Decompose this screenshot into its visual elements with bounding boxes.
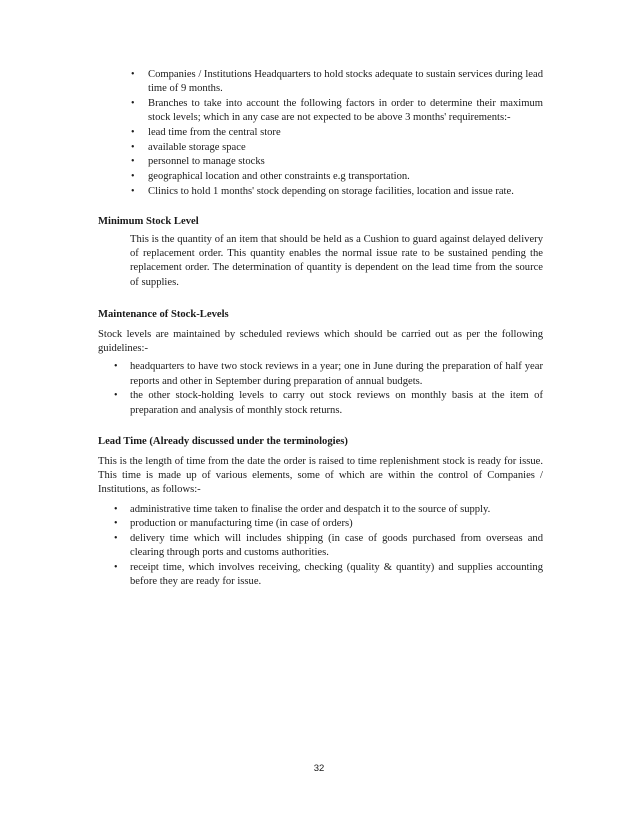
minimum-stock-heading: Minimum Stock Level xyxy=(98,215,199,227)
bullet-icon: • xyxy=(131,141,135,153)
page-number: 32 xyxy=(313,763,325,774)
bullet-icon: • xyxy=(131,97,135,109)
list-item: • receipt time, which involves receiving, checking (quality & quantity) and supplies accounting before they are ready for issue. xyxy=(114,561,543,588)
bullet-icon: • xyxy=(114,532,118,544)
lead-time-heading: Lead Time (Already discussed under the terminologies) xyxy=(98,435,348,447)
list-item: • production or manufacturing time (in case of orders) xyxy=(98,517,543,531)
maintenance-list xyxy=(98,360,543,417)
bullet-icon: • xyxy=(131,156,135,168)
bullet-icon: • xyxy=(131,170,135,182)
lead-time-paragraph: This is the length of time from the date the order is raised to time replenishment stock is ready for issue. This time is made up of various elements, some of which are within the control of Companies / Institutions, as follows:- xyxy=(98,455,543,496)
bullet-icon: • xyxy=(131,69,135,80)
lead-time-list xyxy=(98,503,543,590)
page-content xyxy=(98,68,543,590)
bullet-icon: • xyxy=(114,390,118,402)
list-item: • lead time from the central store xyxy=(98,126,543,140)
list-item: • Clinics to hold 1 months' stock depending on storage facilities, location and issue rate. xyxy=(98,185,543,199)
list-item: • geographical location and other constraints e.g transportation. xyxy=(98,170,543,184)
maintenance-paragraph: Stock levels are maintained by scheduled reviews which should be carried out as per the following guidelines:- xyxy=(98,329,543,355)
maintenance-heading: Maintenance of Stock-Levels xyxy=(98,308,229,320)
bullet-icon: • xyxy=(114,361,118,373)
bullet-icon: • xyxy=(131,185,135,197)
bullet-icon: • xyxy=(114,518,118,530)
stock-holding-list xyxy=(98,68,543,199)
list-item: • delivery time which will includes shipping (in case of goods purchased from overseas and clearing through ports and customs authorities. xyxy=(114,532,543,559)
list-item: • headquarters to have two stock reviews in a year; one in June during the preparation of half year reports and other in September during preparation of annual budgets. xyxy=(114,361,543,387)
list-item: • administrative time taken to finalise the order and despatch it to the source of supply. xyxy=(98,503,543,517)
minimum-stock-paragraph: This is the quantity of an item that should be held as a Cushion to guard against delayed delivery of replacement order. This quantity enables the normal issue rate to be sustained pending the replacement order. The determination of quantity is dependent on the lead time from the source of supplies. xyxy=(130,234,543,288)
list-item: • Branches to take into account the following factors in order to determine their maximum stock levels; which in any case are not expected to be above 3 months' requirements:- xyxy=(131,97,543,124)
bullet-icon: • xyxy=(114,561,118,573)
list-item: • Companies / Institutions Headquarters to hold stocks adequate to sustain services during lead time of 9 months. xyxy=(131,69,543,95)
bullet-icon: • xyxy=(131,126,135,138)
list-item: • personnel to manage stocks xyxy=(98,155,543,169)
list-item: • the other stock-holding levels to carry out stock reviews on monthly basis at the item of preparation and analysis of monthly stock returns. xyxy=(114,390,543,416)
list-item: • available storage space xyxy=(98,141,543,155)
bullet-icon: • xyxy=(114,503,118,515)
